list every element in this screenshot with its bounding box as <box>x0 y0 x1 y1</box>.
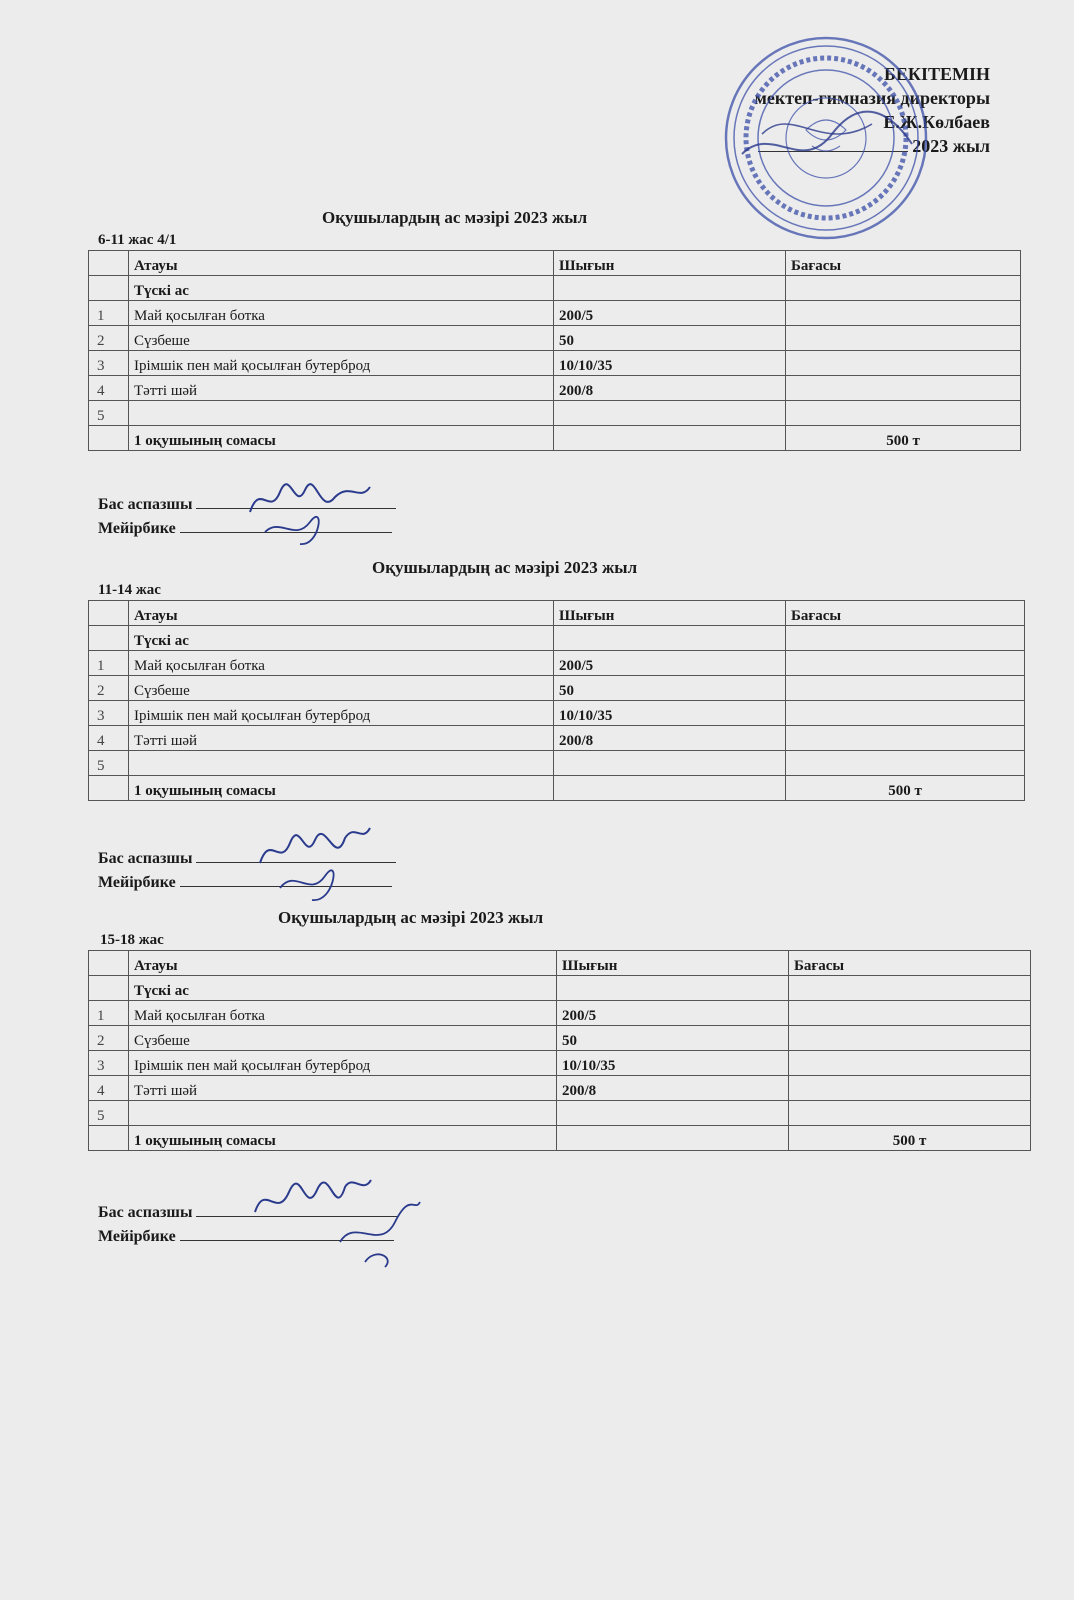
age-group-label: 6-11 жас 4/1 <box>98 232 177 248</box>
menu-table <box>88 250 1021 451</box>
nurse-label: Мейірбике <box>98 1228 176 1245</box>
total-label: 1 оқушының сомасы <box>129 1126 557 1151</box>
approval-year: 2023 жыл <box>755 134 990 158</box>
total-price: 500 т <box>786 426 1021 451</box>
table-header-row <box>89 601 1025 626</box>
total-price: 500 т <box>789 1126 1031 1151</box>
table-row: 3 Ірімшік пен май қосылған бутерброд 10/10/35 <box>89 351 1021 376</box>
menu-title: Оқушылардың ас мәзірі 2023 жыл <box>372 558 638 577</box>
menu-table <box>88 950 1031 1151</box>
approval-director: Е.Ж.Көлбаев <box>883 112 990 132</box>
total-row <box>89 1126 1031 1151</box>
table-row: 1 Май қосылған ботка 200/5 <box>89 651 1025 676</box>
column-header-amount: Шығын <box>557 951 789 976</box>
column-header-name: Атауы <box>129 601 554 626</box>
table-row: 5 <box>89 1101 1031 1126</box>
column-header-amount: Шығын <box>554 251 786 276</box>
chef-label: Бас аспазшы <box>98 850 193 867</box>
column-header-amount: Шығын <box>554 601 786 626</box>
age-group-label: 11-14 жас <box>98 582 161 598</box>
section-row <box>89 976 1031 1001</box>
total-price: 500 т <box>786 776 1025 801</box>
table-row: 1 Май қосылған ботка 200/5 <box>89 1001 1031 1026</box>
table-row: 5 <box>89 401 1021 426</box>
table-header-row <box>89 951 1031 976</box>
total-label: 1 оқушының сомасы <box>129 426 554 451</box>
table-row: 2 Сүзбеше 50 <box>89 1026 1031 1051</box>
menu-title: Оқушылардың ас мәзірі 2023 жыл <box>278 908 544 927</box>
total-row <box>89 776 1025 801</box>
table-row: 2 Сүзбеше 50 <box>89 676 1025 701</box>
table-header-row <box>89 251 1021 276</box>
column-header-name: Атауы <box>129 951 557 976</box>
handwritten-signature-icon <box>240 472 380 552</box>
table-row: 4 Тәтті шәй 200/8 <box>89 376 1021 401</box>
table-row: 1 Май қосылған ботка 200/5 <box>89 301 1021 326</box>
column-header-price: Бағасы <box>786 251 1021 276</box>
menu-table <box>88 600 1025 801</box>
table-row: 4 Тәтті шәй 200/8 <box>89 726 1025 751</box>
chef-label: Бас аспазшы <box>98 1204 193 1221</box>
section-row <box>89 276 1021 301</box>
handwritten-signature-icon <box>245 1172 435 1272</box>
table-row: 5 <box>89 751 1025 776</box>
total-label: 1 оқушының сомасы <box>129 776 554 801</box>
table-row: 2 Сүзбеше 50 <box>89 326 1021 351</box>
menu-title: Оқушылардың ас мәзірі 2023 жыл <box>322 208 588 227</box>
table-row: 3 Ірімшік пен май қосылған бутерброд 10/10/35 <box>89 701 1025 726</box>
column-header-price: Бағасы <box>789 951 1031 976</box>
chef-label: Бас аспазшы <box>98 496 193 513</box>
approval-position: мектеп-гимназия директоры <box>754 88 990 108</box>
round-seal-stamp-icon <box>722 34 930 242</box>
table-row: 3 Ірімшік пен май қосылған бутерброд 10/10/35 <box>89 1051 1031 1076</box>
nurse-label: Мейірбике <box>98 874 176 891</box>
section-label: Түскі ас <box>129 976 557 1001</box>
handwritten-signature-icon <box>250 818 390 908</box>
column-header-price: Бағасы <box>786 601 1025 626</box>
section-label: Түскі ас <box>129 626 554 651</box>
table-row: 4 Тәтті шәй 200/8 <box>89 1076 1031 1101</box>
nurse-label: Мейірбике <box>98 520 176 537</box>
total-row <box>89 426 1021 451</box>
age-group-label: 15-18 жас <box>100 932 164 948</box>
column-header-name: Атауы <box>129 251 554 276</box>
section-label: Түскі ас <box>129 276 554 301</box>
section-row <box>89 626 1025 651</box>
approval-title: БЕКІТЕМІН <box>884 64 990 84</box>
